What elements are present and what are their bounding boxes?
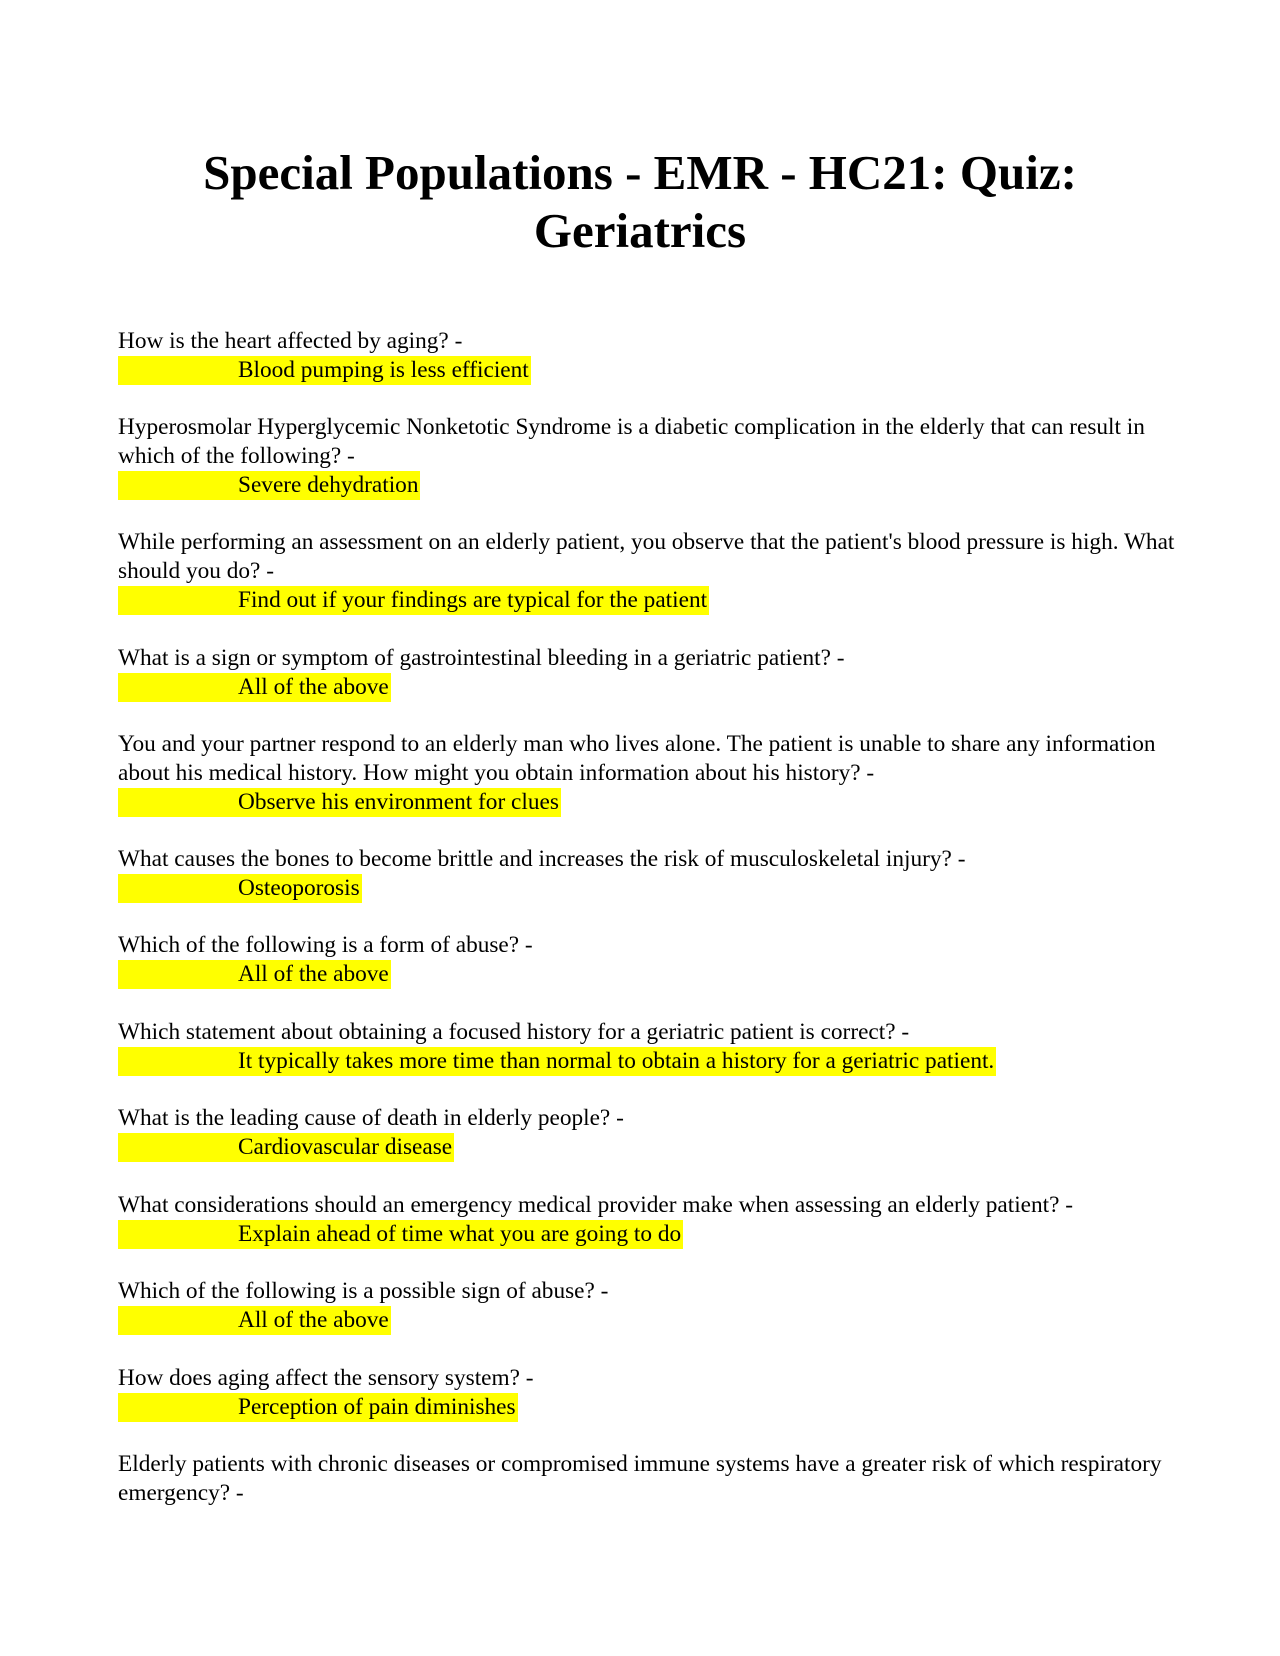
document-title — [0, 144, 1280, 260]
question-text: Which of the following is a form of abuse? - — [118, 932, 533, 958]
qa-item — [118, 327, 1178, 385]
answer-highlight: It typically takes more time than normal to obtain a history for a geriatric patient. — [118, 1047, 996, 1076]
title-line-2: Geriatrics — [533, 203, 747, 258]
answer-highlight: Severe dehydration — [118, 471, 420, 500]
question-text: Which statement about obtaining a focused history for a geriatric patient is correct? - — [118, 1019, 910, 1045]
answer-highlight: All of the above — [118, 1306, 391, 1335]
qa-item — [118, 1191, 1178, 1249]
question-text: You and your partner respond to an elderly man who lives alone. The patient is unable to share any information about his medical history. How might you obtain information about his history? - — [118, 731, 1156, 786]
question-text: What is a sign or symptom of gastrointestinal bleeding in a geriatric patient? - — [118, 645, 845, 671]
qa-item — [118, 931, 1178, 989]
qa-item — [118, 1450, 1178, 1508]
answer-highlight: Observe his environment for clues — [118, 788, 561, 817]
title-line-1: Special Populations - EMR - HC21: Quiz: — [203, 145, 1077, 200]
answer-highlight: Blood pumping is less efficient — [118, 356, 531, 385]
answer-highlight: All of the above — [118, 960, 391, 989]
question-text: While performing an assessment on an elderly patient, you observe that the patient's blood pressure is high. What should you do? - — [118, 529, 1175, 584]
question-text: Elderly patients with chronic diseases or compromised immune systems have a greater risk of which respiratory emergency? - — [118, 1451, 1162, 1506]
answer-highlight: Explain ahead of time what you are going to do — [118, 1220, 683, 1249]
question-text: What is the leading cause of death in elderly people? - — [118, 1105, 624, 1131]
question-text: What causes the bones to become brittle and increases the risk of musculoskeletal injury? - — [118, 846, 966, 872]
answer-highlight: Find out if your findings are typical for the patient — [118, 586, 709, 615]
qa-item — [118, 528, 1178, 615]
qa-item — [118, 730, 1178, 817]
qa-item — [118, 413, 1178, 500]
answer-highlight: All of the above — [118, 673, 391, 702]
answer-highlight: Perception of pain diminishes — [118, 1393, 518, 1422]
qa-item — [118, 1364, 1178, 1422]
qa-item — [118, 1104, 1178, 1162]
question-text: How does aging affect the sensory system? - — [118, 1365, 534, 1391]
question-text: How is the heart affected by aging? - — [118, 328, 463, 354]
qa-item — [118, 1277, 1178, 1335]
answer-highlight: Osteoporosis — [118, 874, 362, 903]
question-text: What considerations should an emergency medical provider make when assessing an elderly patient? - — [118, 1192, 1074, 1218]
question-text: Which of the following is a possible sign of abuse? - — [118, 1278, 609, 1304]
qa-item — [118, 845, 1178, 903]
question-text: Hyperosmolar Hyperglycemic Nonketotic Syndrome is a diabetic complication in the elderly that can result in which of the following? - — [118, 414, 1145, 469]
qa-item — [118, 644, 1178, 702]
qa-item — [118, 1018, 1178, 1076]
answer-highlight: Cardiovascular disease — [118, 1133, 454, 1162]
